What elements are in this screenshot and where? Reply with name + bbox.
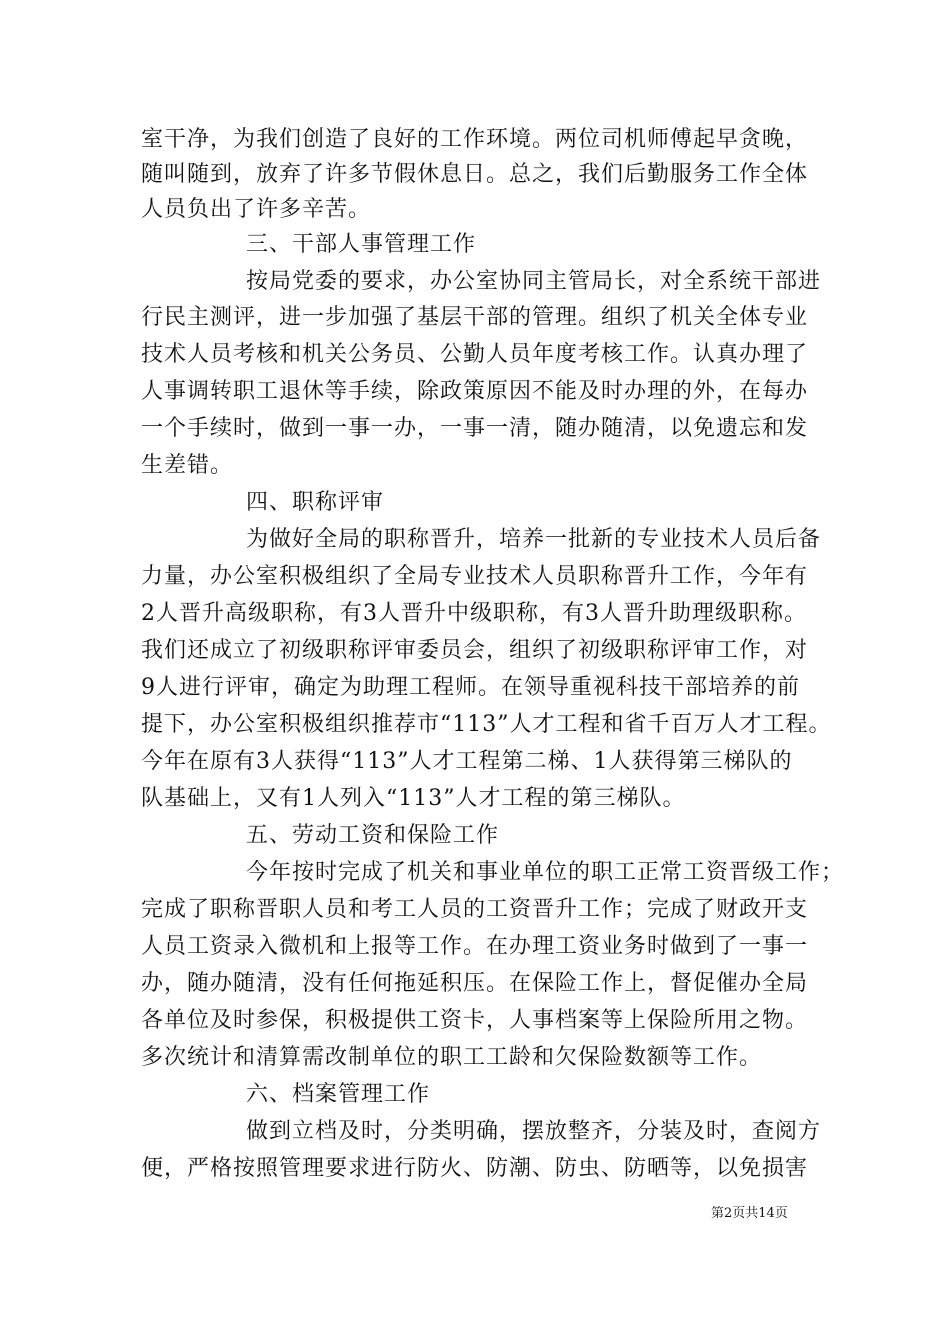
section-heading: 六、档案管理工作 <box>246 1082 431 1107</box>
body-line: 人员工资录入微机和上报等工作。在办理工资业务时做到了一事一 <box>141 934 809 959</box>
page-number-footer: 第2页共14页 <box>711 1206 788 1221</box>
body-line: 我们还成立了初级职称评审委员会，组织了初级职称评审工作，对 <box>141 638 809 663</box>
body-line: 随叫随到，放弃了许多节假休息日。总之，我们后勤服务工作全体 <box>141 162 809 187</box>
body-line: 今年在原有3人获得“113”人才工程第二梯、1人获得第三梯队的 <box>141 749 793 774</box>
body-line: 室干净，为我们创造了良好的工作环境。两位司机师傅起早贪晚， <box>141 127 809 152</box>
body-line: 为做好全局的职称晋升，培养一批新的专业技术人员后备 <box>246 527 822 552</box>
body-line: 队基础上，又有1人列入“113”人才工程的第三梯队。 <box>141 786 686 811</box>
body-line: 提下，办公室积极组织推荐市“113”人才工程和省千百万人才工程。 <box>141 712 832 737</box>
section-heading: 三、干部人事管理工作 <box>246 232 477 257</box>
body-line: 2人晋升高级职称，有3人晋升中级职称，有3人晋升助理级职称。 <box>141 601 807 626</box>
section-heading: 四、职称评审 <box>246 490 385 515</box>
body-line: 按局党委的要求，办公室协同主管局长，对全系统干部进 <box>246 269 822 294</box>
body-line: 人员负出了许多辛苦。 <box>141 197 372 222</box>
body-line: 技术人员考核和机关公务员、公勤人员年度考核工作。认真办理了 <box>141 342 809 367</box>
body-line: 便，严格按照管理要求进行防火、防潮、防虫、防晒等，以免损害 <box>141 1156 809 1181</box>
body-line: 完成了职称晋职人员和考工人员的工资晋升工作；完成了财政开支 <box>141 897 809 922</box>
section-heading: 五、劳动工资和保险工作 <box>246 823 500 848</box>
body-line: 办，随办随清，没有任何拖延积压。在保险工作上，督促催办全局 <box>141 971 809 996</box>
body-line: 人事调转职工退休等手续，除政策原因不能及时办理的外，在每办 <box>141 379 809 404</box>
body-line: 力量，办公室积极组织了全局专业技术人员职称晋升工作，今年有 <box>141 564 809 589</box>
body-line: 一个手续时，做到一事一办，一事一清，随办随清，以免遗忘和发 <box>141 416 809 441</box>
body-line: 多次统计和清算需改制单位的职工工龄和欠保险数额等工作。 <box>141 1045 763 1070</box>
body-line: 行民主测评，进一步加强了基层干部的管理。组织了机关全体专业 <box>141 305 809 330</box>
body-line: 各单位及时参保，积极提供工资卡，人事档案等上保险所用之物。 <box>141 1008 809 1033</box>
body-line: 今年按时完成了机关和事业单位的职工正常工资晋级工作； <box>246 860 845 885</box>
body-line: 9人进行评审，确定为助理工程师。在领导重视科技干部培养的前 <box>141 675 800 700</box>
body-line: 做到立档及时，分类明确，摆放整齐，分装及时，查阅方 <box>246 1119 822 1144</box>
body-line: 生差错。 <box>141 453 234 478</box>
